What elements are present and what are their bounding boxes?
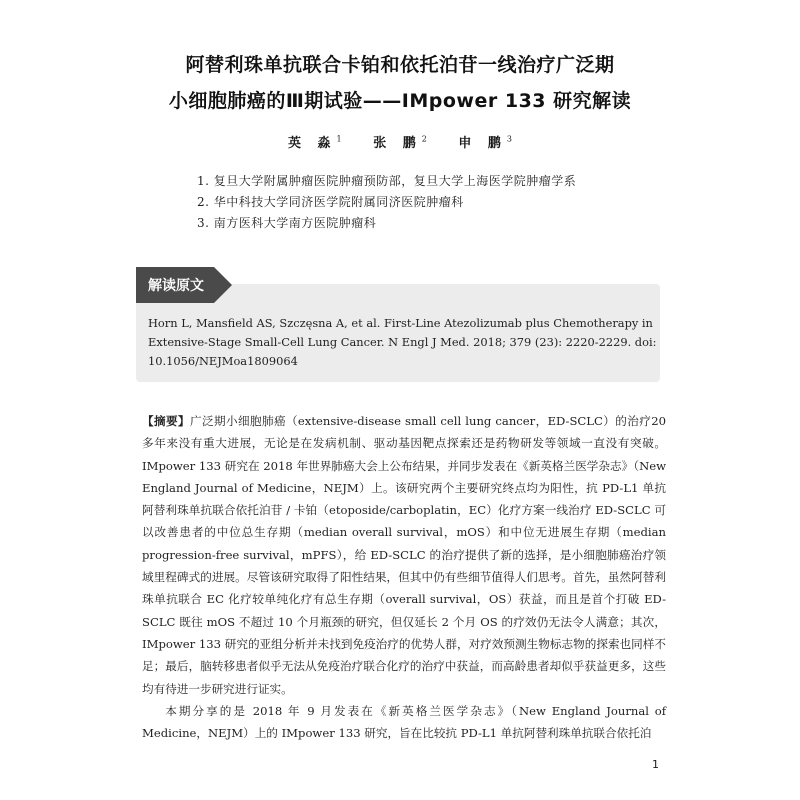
- source-label: 解读原文: [148, 278, 204, 294]
- article-title-line-2: 小细胞肺癌的Ⅲ期试验——IMpower 133 研究解读: [168, 90, 632, 112]
- article-title-line-1: 阿替利珠单抗联合卡铂和依托泊苷一线治疗广泛期: [185, 54, 615, 76]
- abstract-label: 【摘要】: [142, 414, 190, 428]
- intro-paragraph: 本期分享的是 2018 年 9 月发表在《新英格兰医学杂志》（New England Journal of Medicine，NEJM）上的 IMpower 133 研究，旨在比较抗 PD-L1 单抗阿替利珠单抗联合依托泊: [142, 704, 666, 740]
- source-label-tag: [136, 267, 236, 303]
- abstract: [142, 410, 666, 700]
- abstract-text: 广泛期小细胞肺癌（extensive-disease small cell lung cancer，ED-SCLC）的治疗20多年来没有重大进展，无论是在发病机制、驱动基因靶点探索还是药物研发等领域一直没有突破。IMpower 133 研究在 2018 年世界肺癌大会上公布结果，并同步发表在《新英格兰医学杂志》（New England Journal of Medicine，NEJM）上。该研究两个主要研究终点均为阳性，抗 PD-L1 单抗阿替利珠单抗联合依托泊苷 / 卡铂（etoposide/carboplatin，EC）化疗方案一线治疗 ED-SCLC 可以改善患者的中位总生存期（median overall survival，mOS）和中位无进展生存期（median progression-free survival，mPFS），给 ED-SCLC 的治疗提供了新的选择，是小细胞肺癌治疗领域里程碑式的进展。尽管该研究取得了阳性结果，但其中仍有些细节值得人们思考。首先，虽然阿替利珠单抗联合 EC 化疗较单纯化疗有总生存期（overall survival，OS）获益，而且是首个打破 ED-SCLC 既往 mOS 不超过 10 个月瓶颈的研究，但仅延长 2 个月 OS 的疗效仍无法令人满意；其次，IMpower 133 研究的亚组分析并未找到免疫治疗的优势人群，对疗效预测生物标志物的探索也同样不足；最后，脑转移患者似乎无法从免疫治疗联合化疗的治疗中获益，而高龄患者却似乎获益更多，这些均有待进一步研究进行证实。: [142, 414, 666, 696]
- author-2: 张 鹏$^2$: [373, 134, 427, 151]
- affiliation-2: 2. 华中科技大学同济医学院附属同济医院肿瘤科: [197, 195, 464, 209]
- affiliation-1: 1. 复旦大学附属肿瘤医院肿瘤预防部，复旦大学上海医学院肿瘤学系: [197, 174, 577, 188]
- page-number: 1: [652, 758, 659, 771]
- author-list: [0, 132, 800, 151]
- author-1: 英 淼$^1$: [287, 134, 342, 151]
- citation-text: Horn L, Mansfield AS, Szczęsna A, et al. First-Line Atezolizumab plus Chemotherapy in Extensive-Stage Small-Cell Lung Cancer. N Engl J Med. 2018; 379 (23): 2220-2229. doi: 10.1056/NEJMoa1809064: [148, 316, 657, 368]
- affiliation-3: 3. 南方医科大学南方医院肿瘤科: [197, 216, 377, 230]
- author-3: 申 鹏$^3$: [458, 134, 513, 151]
